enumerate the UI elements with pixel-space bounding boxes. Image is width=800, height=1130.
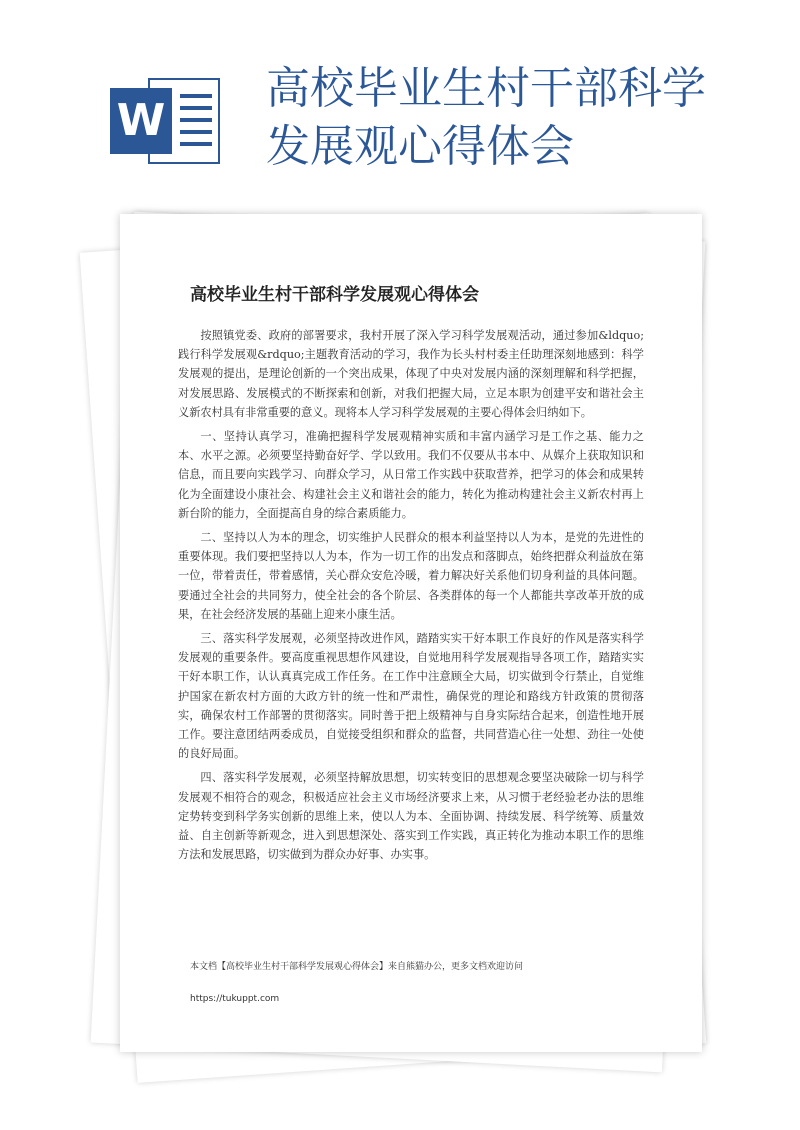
paragraph: 二、坚持以人为本的理念，切实维护人民群众的根本利益坚持以人为本，是党的先进性的重要体现。我们要把坚持以人为本，作为一切工作的出发点和落脚点，始终把群众利益放在第一位，带着责任，带着感情，关心群众安危冷暖，着力解决好关系他们切身利益的具体问题。要通过全社会的共同努力，使全社会的各个阶层、各类群体的每一个人都能共享改革开放的成果，在社会经济发展的基础上迎来小康生活。	[178, 531, 644, 621]
word-badge: W	[110, 88, 172, 154]
header	[0, 0, 800, 190]
paragraph: 三、落实科学发展观，必须坚持改进作风，踏踏实实干好本职工作良好的作风是落实科学发展观的重要条件。要高度重视思想作风建设，自觉地用科学发展观指导各项工作，踏踏实实干好本职工作，认认真真完成工作任务。在工作中注意顾全大局，切实做到令行禁止，自觉维护国家在新农村方面的大政方针的统一性和严肃性，确保党的理论和路线方针政策的贯彻落实，确保农村工作部署的贯彻落实。同时善于把上级精神与自身实际结合起来，创造性地开展工作。要注意团结两委成员，自觉接受组织和群众的监督，共同营造心往一处想、劲往一处使的良好局面。	[178, 632, 644, 761]
word-document-icon	[110, 78, 220, 164]
paragraph: 一、坚持认真学习，准确把握科学发展观精神实质和丰富内涵学习是工作之基、能力之本、水平之源。必须要坚持勤奋好学、学以致用。我们不仅要从书本中、从媒介上获取知识和信息，而且要向实践学习、向群众学习，从日常工作实践中获取营养，把学习的体会和成果转化为全面建设小康社会、构建社会主义和谐社会的能力，转化为推动构建社会主义新农村再上新台阶的能力，全面提高自身的综合素质能力。	[178, 430, 644, 520]
source-note: 本文档【高校毕业生村干部科学发展观心得体会】来自熊猫办公，更多文档欢迎访问	[190, 962, 524, 972]
paragraph: 按照镇党委、政府的部署要求，我村开展了深入学习科学发展观活动，通过参加&ldquo;践行科学发展观&rdquo;主题教育活动的学习，我作为长头村村委主任助理深刻地感到：科学发展观的提出，是理论创新的一个突出成果，体现了中央对发展内涵的深刻理解和科学把握，对发展思路、发展模式的不断探索和创新，对我们把握大局，立足本职为创建平安和谐社会主义新农村具有非常重要的意义。现将本人学习科学发展观的主要心得体会归纳如下。	[178, 329, 644, 419]
document-page	[120, 214, 702, 1052]
paragraph: 四、落实科学发展观，必须坚持解放思想，切实转变旧的思想观念要坚决破除一切与科学发展观不相符合的观念，积极适应社会主义市场经济要求上来，从习惯于老经验老办法的思维定势转变到科学务实创新的思维上来，使以人为本、全面协调、持续发展、科学统筹、质量效益、自主创新等新观念，进入到思想深处、落实到工作实践，真正转化为推动本职工作的思维方法和发展思路，切实做到为群众办好事、办实事。	[178, 771, 644, 862]
page-title: 高校毕业生村干部科学发展观心得体会	[266, 63, 706, 172]
document-body	[178, 326, 644, 869]
source-url[interactable]: https://tukuppt.com	[190, 994, 280, 1004]
document-title: 高校毕业生村干部科学发展观心得体会	[190, 285, 479, 305]
